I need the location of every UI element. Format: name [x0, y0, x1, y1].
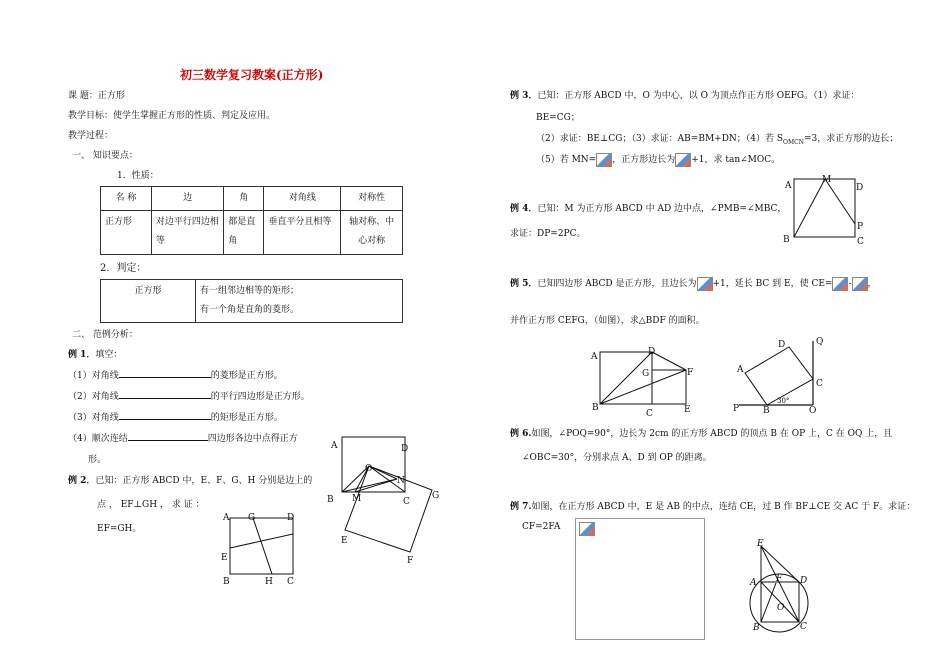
ex7-line-1	[510, 499, 915, 512]
property-table-header	[101, 187, 403, 211]
ex3-line-2: BE=CG；	[536, 113, 580, 123]
cell-side: 对边平行四边相等	[151, 211, 224, 255]
ex1-item-1	[68, 368, 283, 381]
ex3-line-3	[536, 131, 898, 146]
ex7-label-o: O	[777, 603, 785, 613]
ex3-label-m: M	[352, 494, 362, 504]
ex1-item-1-post: 的菱形是正方形。	[210, 371, 283, 381]
formula-image-icon	[596, 153, 612, 167]
ex7-line-bf	[761, 583, 776, 622]
ex3-figure	[325, 432, 445, 572]
ex5-label: 例 5．	[510, 279, 538, 289]
ex6-label-angle: 30°	[777, 397, 790, 405]
cell-diagonal: 垂直平分且相等	[264, 211, 341, 255]
ex2-label-a: A	[223, 513, 230, 523]
ex5-line-2: 并作正方形 CEFG，（如图），求△BDF 的面积。	[510, 316, 705, 326]
ex3-label-n: N	[397, 476, 405, 486]
teaching-process: 教学过程：	[68, 131, 114, 141]
ex2-label-e: E	[221, 553, 228, 563]
broken-image-icon	[579, 522, 595, 536]
ex5-label-e: E	[684, 405, 691, 415]
ex3-label-e: E	[341, 536, 348, 546]
cell-symmetry: 轴对称、中心对称	[341, 211, 403, 255]
ex1-blank-1[interactable]	[119, 368, 211, 378]
ex6-label-p: P	[733, 404, 740, 414]
ex4-line-mp	[825, 179, 855, 224]
header-symmetry: 对称性	[341, 187, 403, 211]
ex2-label-b: B	[223, 577, 230, 587]
ex7-label-d: D	[800, 576, 808, 586]
ex4-label-c: C	[857, 237, 864, 247]
ex3-label-o: O	[365, 464, 373, 474]
judgement-rule-2: 有一个角是直角的菱形。	[200, 305, 300, 315]
ex1-item-2-post: 的平行四边形是正方形。	[210, 392, 310, 402]
ex5-text-1d: ，	[867, 279, 877, 289]
ex5-line-1	[510, 276, 877, 291]
section-2-heading: 二、 范例分析：	[72, 330, 138, 340]
ex1-item-3-post: 的矩形是正方形。	[210, 413, 283, 423]
header-side: 边	[151, 187, 224, 211]
ex1-item-4-post: 四边形各边中点得正方	[207, 434, 298, 444]
ex4-text-1: 已知：M 为正方形 ABCD 中 AD 边中点，∠PMB=∠MBC，	[537, 204, 787, 214]
ex3-label: 例 3．	[510, 91, 538, 101]
cell-name: 正方形	[101, 211, 152, 255]
ex2-text-1: 已知：正方形 ABCD 中，E、F、G、H 分别是边上的	[95, 476, 313, 486]
ex4-line-2: 求证：DP=2PC。	[510, 229, 586, 239]
ex4-figure	[782, 172, 872, 252]
ex5-label-d: D	[648, 347, 656, 357]
ex3-text-3-end: =3，求正方形的边长；	[803, 134, 899, 144]
ex3-text-4a: （5）若 MN=	[536, 155, 597, 165]
ex4-label-b: B	[783, 235, 790, 245]
ex1-blank-3[interactable]	[119, 410, 211, 420]
judgement-name: 正方形	[101, 280, 196, 323]
ex5-text-1b: +1，延长 BC 到 E，使 CE=	[712, 279, 833, 289]
ex3-label-f: F	[407, 556, 414, 566]
ex1-tail: 形。	[88, 455, 107, 465]
ex2-label: 例 2．	[68, 476, 96, 486]
header-name: 名 称	[101, 187, 152, 211]
judgement-rule-1: 有一组邻边相等的矩形；	[200, 286, 300, 296]
ex1-item-4	[68, 431, 298, 444]
ex6-label-d: D	[778, 340, 786, 350]
ex1-item-3	[68, 410, 283, 423]
ex5-square-cefg	[652, 370, 686, 404]
ex2-line-1	[68, 473, 312, 486]
ex5-label-g: G	[642, 369, 650, 379]
ex2-figure	[215, 510, 305, 590]
ex6-line-2: ∠OBC=30°，分别求点 A、D 到 OP 的距离。	[522, 453, 712, 463]
ex1-blank-4[interactable]	[128, 431, 208, 441]
ex2-segment-ef	[230, 534, 293, 548]
subject-line: 课 题：正方形	[68, 91, 125, 101]
ex7-label-e: E	[757, 539, 764, 549]
ex3-sub: OMCN	[783, 138, 804, 146]
cell-angle: 都是直角	[224, 211, 264, 255]
ex1-label: 例 1．	[68, 350, 96, 360]
ex6-figure	[731, 335, 831, 415]
property-heading: 1．性质：	[117, 171, 159, 181]
ex7-line-ac	[761, 582, 799, 622]
ex6-line-1	[510, 426, 892, 439]
ex3-label-d: D	[401, 444, 409, 454]
formula-image-icon	[852, 277, 868, 291]
ex2-label-c: C	[287, 577, 294, 587]
ex3-text-1: 已知：正方形 ABCD 中，O 为中心，以 O 为顶点作正方形 OEFG。（1）求证：	[537, 91, 860, 101]
ex2-line-3: EF=GH。	[97, 524, 142, 534]
ex7-label-c: C	[800, 622, 807, 632]
page-title: 初三数学复习教案(正方形)	[180, 68, 324, 82]
ex3-label-c: C	[403, 497, 410, 507]
formula-image-icon	[697, 277, 713, 291]
ex6-text-1: 如图，∠POQ=90°，边长为 2cm 的正方形 ABCD 的顶点 B 在 OP 上，C 在 OQ 上，且	[531, 429, 893, 439]
ex5-text-1c: -	[848, 279, 852, 289]
judgement-table	[100, 279, 403, 323]
ex6-label-c: C	[816, 379, 823, 389]
ex4-label-a: A	[785, 181, 792, 191]
ex4-square	[794, 179, 855, 237]
ex2-label-g: G	[248, 513, 256, 523]
ex1-item-4-pre: （4）顺次连结	[68, 434, 128, 444]
ex6-label-q: Q	[816, 337, 824, 347]
ex6-label-o: O	[809, 406, 817, 416]
header-angle: 角	[224, 187, 264, 211]
ex1-item-2-pre: （2）对角线	[68, 392, 119, 402]
ex3-line-1	[510, 88, 859, 101]
ex3-square-abcd	[342, 437, 405, 492]
ex5-line-df	[652, 352, 686, 370]
ex6-label: 例 6.	[510, 429, 532, 439]
ex6-label-b: B	[763, 406, 770, 416]
ex7-label: 例 7.	[510, 502, 532, 512]
ex4-label-m: M	[822, 175, 832, 185]
ex3-label-g: G	[432, 491, 440, 501]
ex5-label-f: F	[687, 368, 694, 378]
ex7-text-1: 如图，在正方形 ABCD 中，E 是 AB 的中点，连结 CE，过 B 作 BF⊥CE 交 AC 于 F。求证：	[531, 502, 916, 512]
ex1-item-3-pre: （3）对角线	[68, 413, 119, 423]
ex3-line-4	[536, 152, 780, 167]
ex2-segment-gh	[253, 518, 272, 574]
ex5-label-c: C	[646, 409, 653, 419]
ex3-line-on	[369, 466, 397, 479]
ex3-text-4b: ，正方形边长为	[612, 155, 676, 165]
ex1-blank-2[interactable]	[119, 389, 211, 399]
ex5-label-a: A	[591, 352, 598, 362]
ex7-line-2: CF=2FA	[522, 522, 561, 532]
ex1-item-1-pre: （1）对角线	[68, 371, 119, 381]
ex2-label-h: H	[265, 577, 273, 587]
teaching-goal: 教学目标：使学生掌握正方形的性质、判定及应用。	[68, 111, 276, 121]
ex3-text-3: （2）求证：BE⊥CG；（3）求证：AB=BM+DN；（4）若 S	[536, 134, 784, 144]
ex3-line-bn	[342, 479, 397, 492]
formula-image-icon	[675, 153, 691, 167]
property-table-row	[101, 211, 403, 255]
judgement-rules	[196, 280, 403, 323]
formula-image-icon	[832, 277, 848, 291]
header-diagonal: 对角线	[264, 187, 341, 211]
ex4-label: 例 4．	[510, 204, 538, 214]
ex3-square-oefg	[345, 466, 432, 552]
ex4-line-mb	[794, 179, 825, 237]
ex1-text: 填空：	[95, 350, 123, 360]
ex3-text-4c: +1，求 tan∠MOC。	[691, 155, 781, 165]
property-table	[100, 186, 403, 255]
ex2-label-d: D	[287, 513, 295, 523]
ex6-label-a: A	[737, 365, 744, 375]
ex5-label-b: B	[592, 403, 599, 413]
ex1-heading	[68, 347, 122, 360]
ex7-label-a: A	[750, 578, 757, 588]
ex2-line-2: 点 ， EF⊥GH ， 求 证 ：	[97, 500, 205, 510]
section-1-heading: 一、 知识要点：	[72, 151, 138, 161]
ex7-figure	[745, 538, 825, 634]
ex5-text-1a: 已知四边形 ABCD 是正方形，且边长为	[537, 279, 697, 289]
ex4-label-p: P	[857, 222, 864, 232]
ex4-label-d: D	[856, 183, 864, 193]
ex1-item-2	[68, 389, 310, 402]
ex5-figure	[588, 344, 698, 420]
ex7-label-b: B	[753, 623, 760, 633]
ex3-label-b: B	[327, 495, 334, 505]
ex7-label-f: F	[776, 574, 783, 584]
ex3-label-a: A	[331, 441, 338, 451]
image-placeholder-frame	[575, 518, 705, 640]
judgement-heading: 2．判定：	[100, 263, 147, 274]
ex4-line-1	[510, 201, 786, 214]
